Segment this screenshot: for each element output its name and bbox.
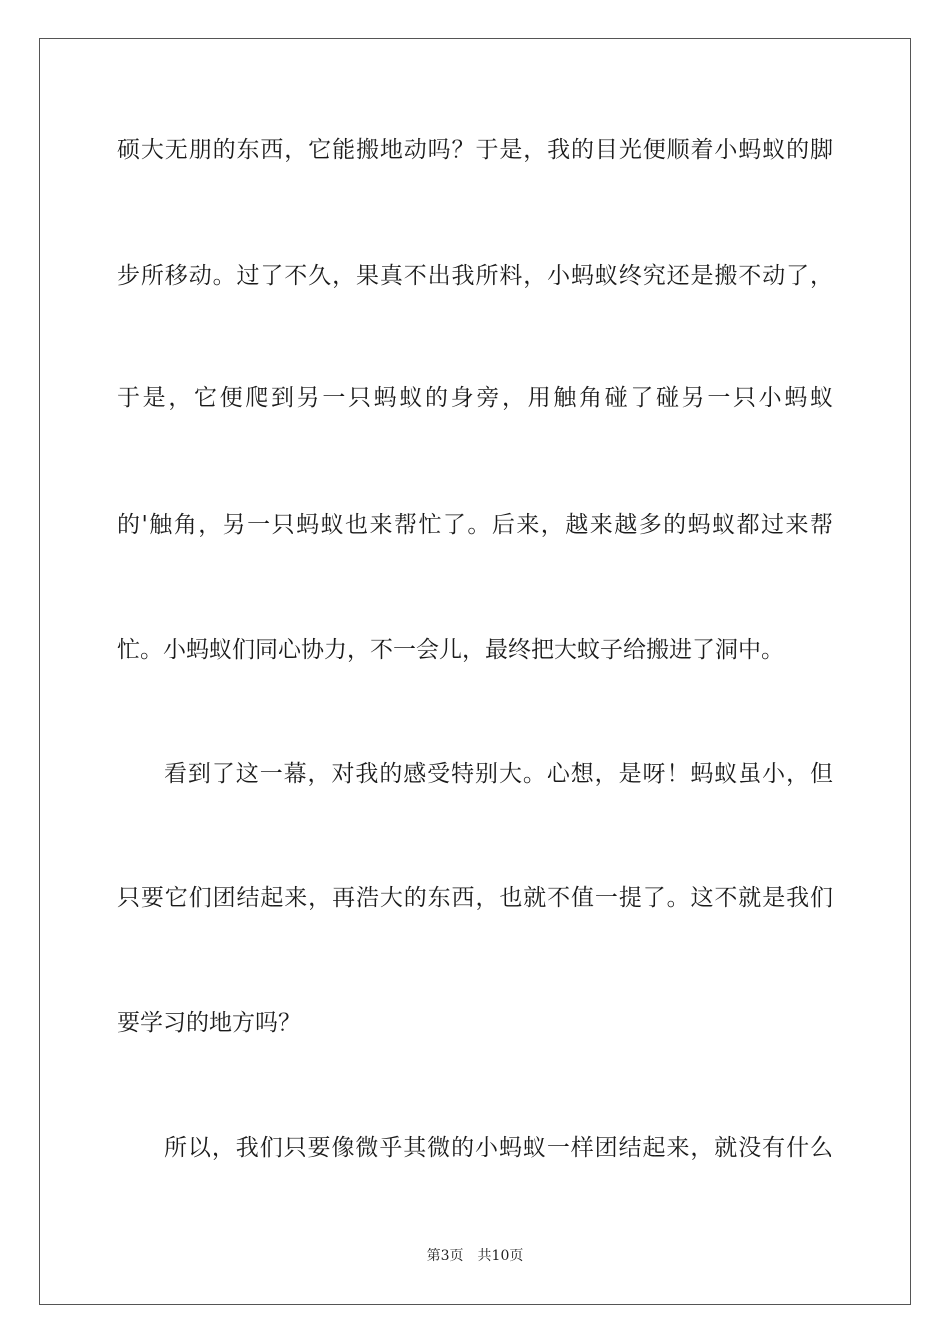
page-footer — [0, 1246, 950, 1266]
page-number-current: 第3页 — [426, 1248, 464, 1264]
text-line: 要学习的地方吗？ — [117, 1010, 301, 1036]
text-line: 于是，它便爬到另一只蚂蚁的身旁，用触角碰了碰另一只小蚂蚁 — [117, 385, 833, 411]
text-line: 的'触角，另一只蚂蚁也来帮忙了。后来，越来越多的蚂蚁都过来帮 — [117, 512, 833, 538]
text-line: 只要它们团结起来，再浩大的东西，也就不值一提了。这不就是我们 — [117, 885, 833, 911]
text-line: 步所移动。过了不久，果真不出我所料，小蚂蚁终究还是搬不动了， — [117, 263, 833, 289]
text-line: 硕大无朋的东西，它能搬地动吗？于是，我的目光便顺着小蚂蚁的脚 — [117, 137, 833, 163]
text-line-paragraph-start: 看到了这一幕，对我的感受特别大。心想，是呀！蚂蚁虽小，但 — [164, 761, 833, 787]
page-number-total: 共10页 — [477, 1248, 524, 1264]
text-line-paragraph-start: 所以，我们只要像微乎其微的小蚂蚁一样团结起来，就没有什么 — [164, 1135, 833, 1161]
text-line: 忙。小蚂蚁们同心协力，不一会儿，最终把大蚊子给搬进了洞中。 — [117, 637, 784, 663]
page-border — [39, 38, 911, 1305]
